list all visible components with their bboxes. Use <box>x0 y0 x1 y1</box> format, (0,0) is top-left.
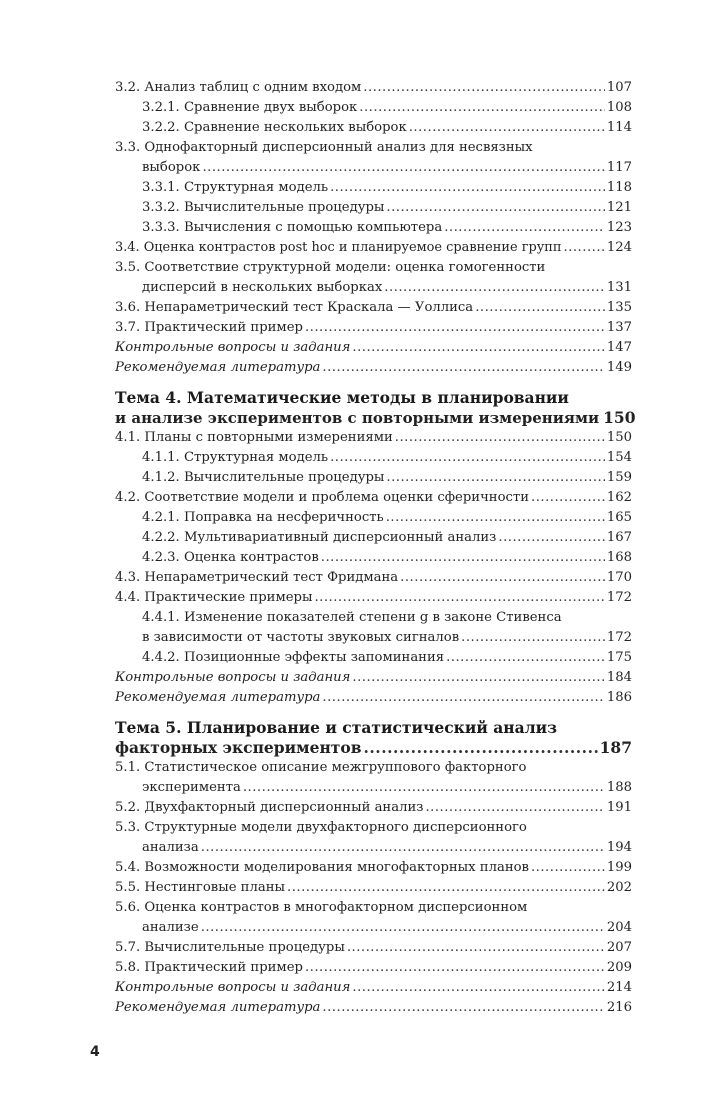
toc-entry-title: выборок <box>142 158 200 178</box>
toc-entry-page: 188 <box>606 780 632 795</box>
toc-entry-page: 165 <box>606 510 632 525</box>
toc-entry-page: 204 <box>606 920 632 935</box>
toc-entry <box>142 548 632 568</box>
toc-entry <box>115 338 632 358</box>
toc-entry-page: 137 <box>606 320 632 335</box>
toc-entry-title: 4.3. Непараметрический тест Фридмана <box>115 568 398 588</box>
toc-entry <box>115 238 632 258</box>
toc-entry-page: 117 <box>606 160 632 175</box>
toc-entry-title-line1: 5.1. Статистическое описание межгруппового факторного <box>115 760 527 775</box>
toc-entry-title: 3.6. Непараметрический тест Краскала — Уоллиса <box>115 298 473 318</box>
toc-entry-multiline <box>115 818 632 858</box>
toc-entry <box>142 218 632 238</box>
toc-entry-title: Рекомендуемая литература <box>115 998 320 1018</box>
toc-entry-title-line1: 4.4.1. Изменение показателей степени g в законе Стивенса <box>142 610 562 625</box>
toc-entry-title: 4.4.2. Позиционные эффекты запоминания <box>142 648 444 668</box>
toc-entry-title: 3.2. Анализ таблиц с одним входом <box>115 78 361 98</box>
toc-entry-page: 194 <box>606 840 632 855</box>
toc-entry-title: 3.7. Практический пример <box>115 318 303 338</box>
toc-entry <box>142 178 632 198</box>
toc-entry-title: 3.3.3. Вычисления с помощью компьютера <box>142 218 442 238</box>
toc-entry-page: 199 <box>606 860 632 875</box>
toc-entry-title: дисперсий в нескольких выборках <box>142 278 382 298</box>
toc-entry-page: 135 <box>606 300 632 315</box>
toc-entry <box>142 118 632 138</box>
toc-entry <box>142 528 632 548</box>
toc-entry-title: 5.5. Нестинговые планы <box>115 878 285 898</box>
toc-entry-page: 207 <box>606 940 632 955</box>
toc-entry-title: 3.4. Оценка контрастов post hoc и планируемое сравнение групп <box>115 238 561 258</box>
toc-entry-title: 4.4. Практические примеры <box>115 588 312 608</box>
toc-entry-page: 159 <box>606 470 632 485</box>
toc-entry-title: 4.2.3. Оценка контрастов <box>142 548 319 568</box>
toc-entry-title: анализе <box>142 918 199 938</box>
toc-entry <box>115 958 632 978</box>
toc-entry-multiline <box>115 138 632 178</box>
toc-entry-title: 4.1. Планы с повторными измерениями <box>115 428 393 448</box>
toc-entry-page: 162 <box>606 490 632 505</box>
toc-entry-page: 209 <box>606 960 632 975</box>
toc-entry-page: 168 <box>606 550 632 565</box>
toc-entry-page: 154 <box>606 450 632 465</box>
toc-entry-title: 4.1.2. Вычислительные процедуры <box>142 468 384 488</box>
toc-entry <box>115 588 632 608</box>
topic-title-line1: Тема 4. Математические методы в планировании <box>115 388 569 407</box>
topic-heading <box>0 718 726 758</box>
toc-entry <box>142 468 632 488</box>
toc-entry <box>115 318 632 338</box>
toc-entry-page: 121 <box>606 200 632 215</box>
toc-entry-title: 5.2. Двухфакторный дисперсионный анализ <box>115 798 423 818</box>
toc-entry-title: Рекомендуемая литература <box>115 688 320 708</box>
toc-entry <box>115 358 632 378</box>
toc-entry-title-line1: 5.6. Оценка контрастов в многофакторном дисперсионном <box>115 900 528 915</box>
toc-entry-page: 114 <box>606 120 632 135</box>
toc-entry-title: 5.7. Вычислительные процедуры <box>115 938 345 958</box>
toc-entry-title: 5.8. Практический пример <box>115 958 303 978</box>
toc-entry <box>115 798 632 818</box>
toc-entry-page: 214 <box>606 980 632 995</box>
toc-entry-title: 4.1.1. Структурная модель <box>142 448 328 468</box>
toc-entry <box>115 298 632 318</box>
toc-entry <box>115 978 632 998</box>
toc-entry-title: 4.2. Соответствие модели и проблема оценки сферичности <box>115 488 529 508</box>
toc-entry <box>115 568 632 588</box>
toc-entry <box>115 878 632 898</box>
toc-entry-page: 149 <box>606 360 632 375</box>
toc-entry-page: 175 <box>606 650 632 665</box>
toc-entry-title: 4.2.2. Мультивариативный дисперсионный анализ <box>142 528 496 548</box>
topic-page: 150 <box>603 408 636 427</box>
page-number: 4 <box>90 1044 100 1060</box>
toc-entry-page: 172 <box>606 630 632 645</box>
toc-entry-page: 170 <box>606 570 632 585</box>
toc-entry <box>115 488 632 508</box>
toc-entry-page: 216 <box>606 1000 632 1015</box>
toc-entry-title-line1: 3.5. Соответствие структурной модели: оценка гомогенности <box>115 260 546 275</box>
topic-title: факторных экспериментов <box>115 738 362 757</box>
toc-entry <box>115 78 632 98</box>
topic-page: 187 <box>599 738 632 757</box>
toc-entry-title-line1: 5.3. Структурные модели двухфакторного дисперсионного <box>115 820 527 835</box>
toc-entry <box>115 938 632 958</box>
toc-entry-title: Рекомендуемая литература <box>115 358 320 378</box>
toc-entry-page: 186 <box>606 690 632 705</box>
toc-entry <box>142 448 632 468</box>
toc-entry-multiline <box>115 758 632 798</box>
toc-entry-title: анализа <box>142 838 199 858</box>
toc-entry <box>115 688 632 708</box>
toc-entry <box>115 998 632 1018</box>
toc-entry-page: 123 <box>606 220 632 235</box>
toc-entry-title: 3.2.1. Сравнение двух выборок <box>142 98 357 118</box>
toc-entry-page: 172 <box>606 590 632 605</box>
toc-entry-multiline <box>115 258 632 298</box>
toc-entry <box>115 858 632 878</box>
toc-entry-page: 108 <box>606 100 632 115</box>
toc-entry <box>142 508 632 528</box>
toc-entry-page: 191 <box>606 800 632 815</box>
toc-entry-title-line1: 3.3. Однофакторный дисперсионный анализ для несвязных <box>115 140 533 155</box>
toc-entry-multiline <box>142 608 632 648</box>
toc-entry-title: в зависимости от частоты звуковых сигналов <box>142 628 459 648</box>
topic-heading <box>0 388 726 428</box>
toc-entry-title: Контрольные вопросы и задания <box>115 338 350 358</box>
topic-title: и анализе экспериментов с повторными измерениями <box>115 409 600 427</box>
toc-entry <box>142 198 632 218</box>
toc-entry-title: 3.2.2. Сравнение нескольких выборок <box>142 118 407 138</box>
toc-entry-title: Контрольные вопросы и задания <box>115 978 350 998</box>
toc-entry-page: 131 <box>606 280 632 295</box>
toc-entry <box>142 98 632 118</box>
toc-entry-multiline <box>115 898 632 938</box>
toc-entry-page: 118 <box>606 180 632 195</box>
toc-entry-title: 3.3.1. Структурная модель <box>142 178 328 198</box>
toc-entry-page: 150 <box>606 430 632 445</box>
toc-entry <box>115 428 632 448</box>
toc-entry <box>115 668 632 688</box>
toc-entry-title: 4.2.1. Поправка на несферичность <box>142 508 384 528</box>
toc-entry-page: 167 <box>606 530 632 545</box>
table-of-contents <box>0 78 726 1018</box>
toc-entry-title: 3.3.2. Вычислительные процедуры <box>142 198 384 218</box>
topic-title-line1: Тема 5. Планирование и статистический анализ <box>115 718 558 737</box>
toc-entry-page: 147 <box>606 340 632 355</box>
toc-entry-title: эксперимента <box>142 778 241 798</box>
toc-entry-page: 107 <box>606 80 632 95</box>
toc-entry-title: Контрольные вопросы и задания <box>115 668 350 688</box>
toc-entry-page: 184 <box>606 670 632 685</box>
toc-entry-title: 5.4. Возможности моделирования многофакторных планов <box>115 858 529 878</box>
toc-entry-page: 124 <box>606 240 632 255</box>
toc-entry <box>142 648 632 668</box>
toc-entry-page: 202 <box>606 880 632 895</box>
